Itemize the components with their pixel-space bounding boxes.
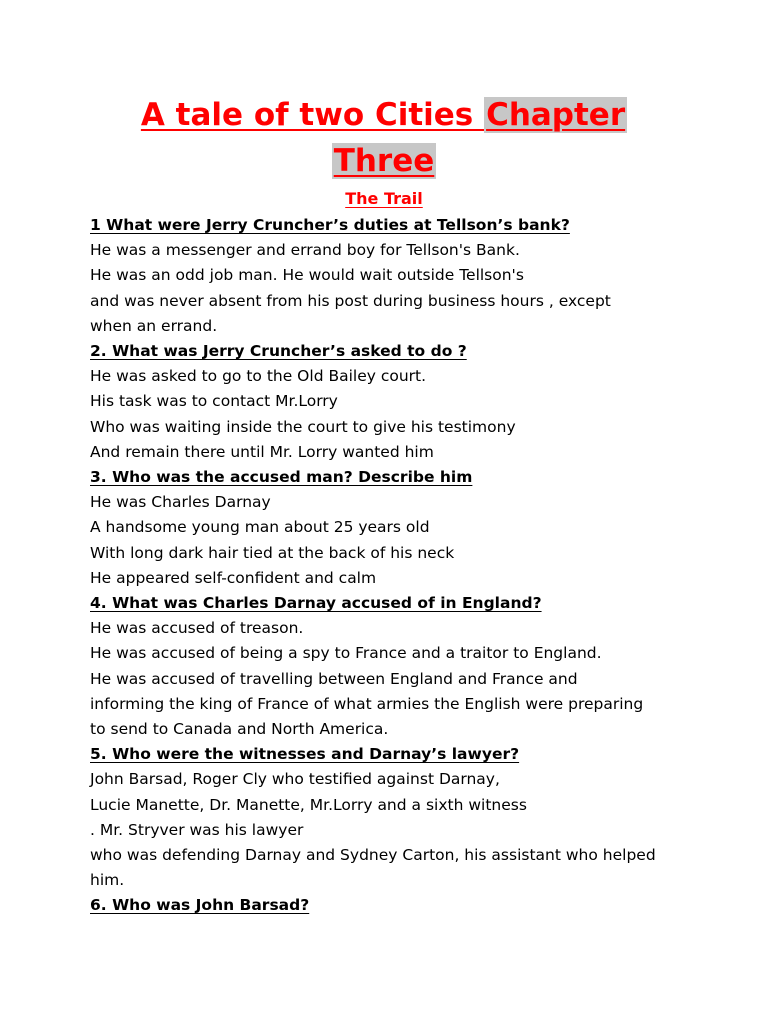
qa-content [90, 213, 760, 919]
answer-line: informing the king of France of what armies the English were preparing [90, 694, 644, 713]
answer-line: him. [90, 871, 125, 890]
question-1: 1 What were Jerry Cruncher’s duties at Tellson’s bank? [90, 216, 570, 234]
subtitle: The Trail [345, 189, 423, 208]
answer-line: when an errand. [90, 316, 218, 335]
title-line-1 [0, 92, 768, 138]
title-highlight: Chapter [486, 97, 626, 133]
answer-line: He was accused of being a spy to France and a traitor to England. [90, 644, 602, 663]
answer-line: Who was waiting inside the court to give his testimony [90, 417, 516, 436]
title-highlight-2: Three [333, 143, 435, 179]
title-block [0, 92, 768, 210]
answer-line: With long dark hair tied at the back of his neck [90, 543, 455, 562]
question-4: 4. What was Charles Darnay accused of in England? [90, 594, 542, 613]
answer-line: And remain there until Mr. Lorry wanted him [90, 442, 434, 461]
answer-line: A handsome young man about 25 years old [90, 518, 430, 537]
title-text: A tale of two Cities [140, 97, 485, 133]
question-6: 6. Who was John Barsad? [90, 896, 310, 915]
answer-line: who was defending Darnay and Sydney Carton, his assistant who helped [90, 846, 656, 865]
answer-line: John Barsad, Roger Cly who testified against Darnay, [90, 770, 500, 789]
answer-line: He was a messenger and errand boy for Tellson's Bank. [90, 241, 520, 260]
question-2: 2. What was Jerry Cruncher’s asked to do ? [90, 342, 467, 361]
answer-line: Lucie Manette, Dr. Manette, Mr.Lorry and a sixth witness [90, 795, 527, 814]
answer-line: to send to Canada and North America. [90, 720, 389, 739]
answer-line: He appeared self-confident and calm [90, 568, 377, 587]
answer-line: . Mr. Stryver was his lawyer [90, 820, 304, 839]
title-line-2 [0, 138, 768, 184]
answer-line: His task was to contact Mr.Lorry [90, 392, 338, 411]
answer-line: He was accused of travelling between England and France and [90, 669, 578, 688]
answer-line: He was accused of treason. [90, 619, 304, 638]
answer-line: and was never absent from his post during business hours , except [90, 291, 611, 310]
answer-line: He was an odd job man. He would wait outside Tellson's [90, 266, 524, 285]
question-5: 5. Who were the witnesses and Darnay’s lawyer? [90, 745, 520, 764]
question-3: 3. Who was the accused man? Describe him [90, 468, 473, 487]
answer-line: He was Charles Darnay [90, 493, 271, 512]
answer-line: He was asked to go to the Old Bailey court. [90, 367, 427, 386]
